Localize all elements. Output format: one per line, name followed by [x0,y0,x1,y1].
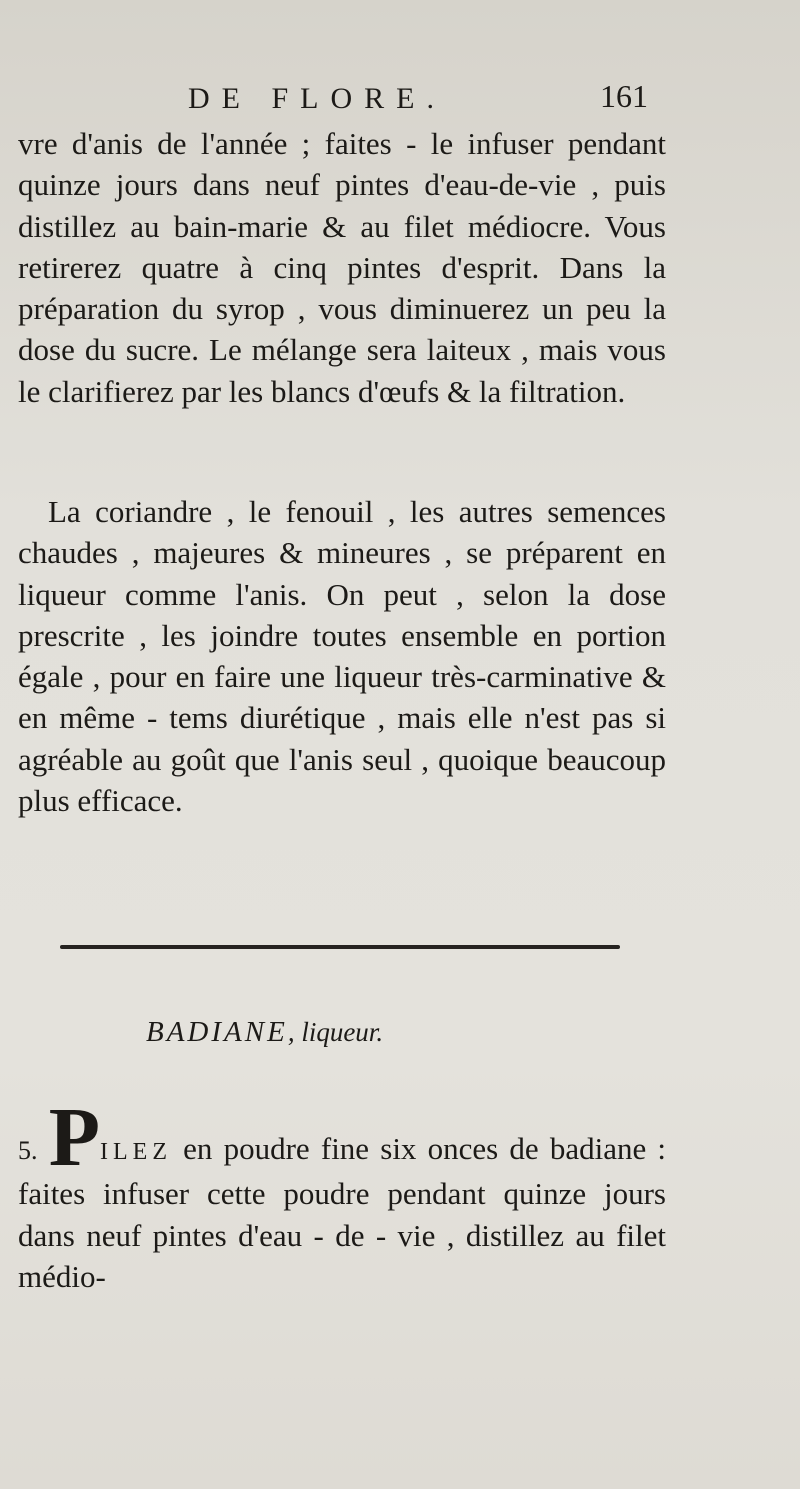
text-block-semences [18,491,666,821]
paragraph-semences: La coriandre , le fenouil , les autres semences chaudes , majeures & mineures , se préparent en liqueur comme l'anis. On peut , selon la dose prescrite , les joindre toutes ensemble en portion égale , pour en faire une liqueur très-carminative & en même - tems diurétique , mais elle n'est pas si agréable au goût que l'anis seul , quoique beaucoup plus efficace. [18,494,666,819]
drop-cap: P [48,1091,100,1184]
page-header [0,76,800,120]
section-title: BADIANE [146,1016,288,1048]
section-divider [60,942,620,952]
divider-bar [60,945,620,949]
running-head: DE FLORE. [188,82,446,115]
paragraph-anis: vre d'anis de l'année ; faites - le infuser pendant quinze jours dans neuf pintes d'eau-de-vie , puis distillez au bain-marie & au filet médiocre. Vous retirerez quatre à cinq pintes d'esprit. Dans la préparation du syrop , vous diminuerez un peu la dose du sucre. Le mélange sera laiteux , mais vous le clarifierez par les blancs d'œufs & la filtration. [18,126,666,409]
paragraph-badiane [18,1091,667,1297]
paragraph-badiane-text: en poudre fine six onces de badiane : faites infuser cette poudre pendant quinze jours dans neuf pintes d'eau - de - vie , distillez au filet médio- [18,1131,667,1294]
section-heading [146,1016,383,1049]
text-block-badiane [18,1091,667,1297]
section-subtitle: , liqueur. [287,1017,384,1047]
small-caps-word: ILEZ [100,1139,172,1165]
text-block-continued [18,123,666,412]
recipe-number: 5. [18,1136,38,1165]
page-number: 161 [600,78,648,114]
